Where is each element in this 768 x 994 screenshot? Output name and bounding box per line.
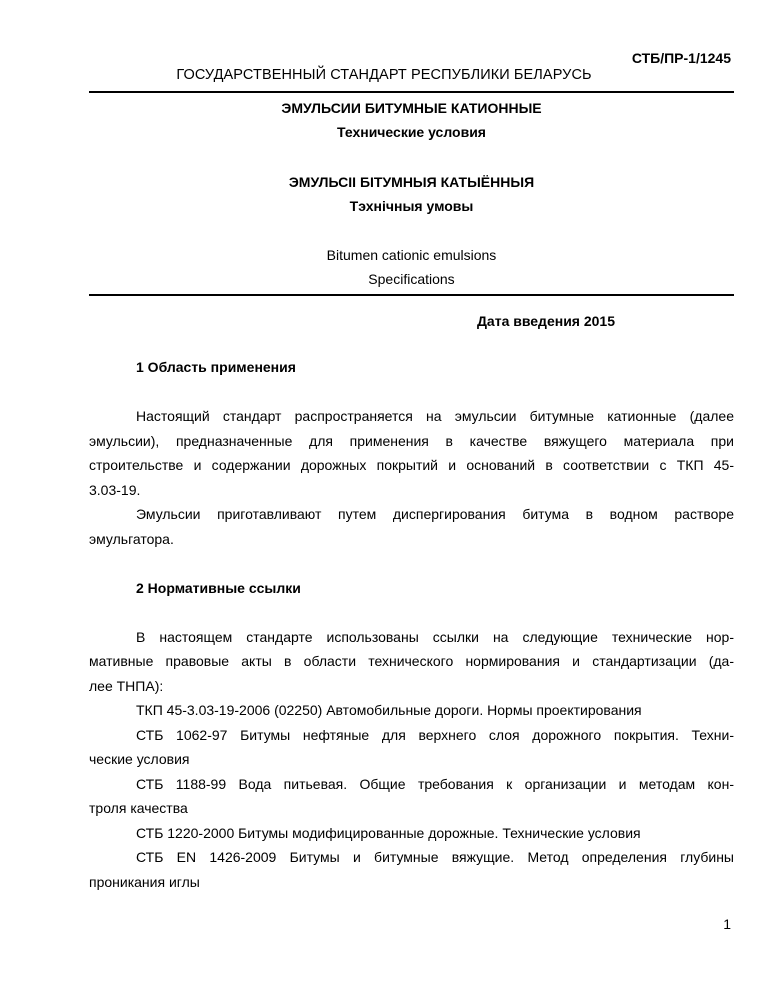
by-subtitle: Тэхнічныя умовы xyxy=(349,198,474,214)
ru-subtitle: Технические условия xyxy=(337,124,486,140)
reference-item: ческие условия xyxy=(89,751,190,767)
reference-item: СТБ EN 1426-2009 Битумы и битумные вяжущие. Метод определения глубины xyxy=(136,849,734,865)
section-2-heading: 2 Нормативные ссылки xyxy=(136,580,301,596)
section-1-text-line: эмульгатора. xyxy=(89,531,174,547)
section-1-text-line: эмульсии), предназначенные для применения в качестве вяжущего материала при xyxy=(89,433,734,449)
section-1-heading: 1 Область применения xyxy=(136,359,296,375)
reference-item: СТБ 1062-97 Битумы нефтяные для верхнего слоя дорожного покрытия. Техни- xyxy=(136,727,734,743)
section-1-text-line: строительстве и содержании дорожных покрытий и оснований в соответствии с ТКП 45- xyxy=(89,457,734,473)
section-2-text-line: мативные правовые акты в области технического нормирования и стандартизации (да- xyxy=(89,653,734,669)
page-number: 1 xyxy=(723,916,731,932)
en-subtitle: Specifications xyxy=(368,271,455,287)
en-title: Bitumen cationic emulsions xyxy=(326,247,497,263)
reference-item: СТБ 1188-99 Вода питьевая. Общие требования к организации и методам кон- xyxy=(136,776,734,792)
document-code: СТБ/ПР-1/1245 xyxy=(631,50,731,66)
reference-item: ТКП 45-3.03-19-2006 (02250) Автомобильные дороги. Нормы проектирования xyxy=(136,702,642,718)
reference-item: СТБ 1220-2000 Битумы модифицированные дорожные. Технические условия xyxy=(136,825,641,841)
reference-item: проникания иглы xyxy=(89,874,200,890)
section-1-text-line: Настоящий стандарт распространяется на эмульсии битумные катионные (далее xyxy=(136,408,734,424)
section-1-text-line: Эмульсии приготавливают путем диспергирования битума в водном растворе xyxy=(136,506,734,522)
section-1-text-line: 3.03-19. xyxy=(89,482,141,498)
bottom-rule xyxy=(89,294,734,296)
top-rule xyxy=(89,91,734,93)
section-2-text-line: В настоящем стандарте использованы ссылки на следующие технические нор- xyxy=(136,629,734,645)
reference-item: троля качества xyxy=(89,800,188,816)
by-title: ЭМУЛЬСІІ БІТУМНЫЯ КАТЫЁННЫЯ xyxy=(288,174,535,190)
ru-title: ЭМУЛЬСИИ БИТУМНЫЕ КАТИОННЫЕ xyxy=(281,100,542,116)
state-standard-label: ГОСУДАРСТВЕННЫЙ СТАНДАРТ РЕСПУБЛИКИ БЕЛАРУСЬ xyxy=(176,67,592,83)
section-2-text-line: лее ТНПА): xyxy=(89,678,164,694)
introduction-date: Дата введения 2015 xyxy=(476,313,615,329)
